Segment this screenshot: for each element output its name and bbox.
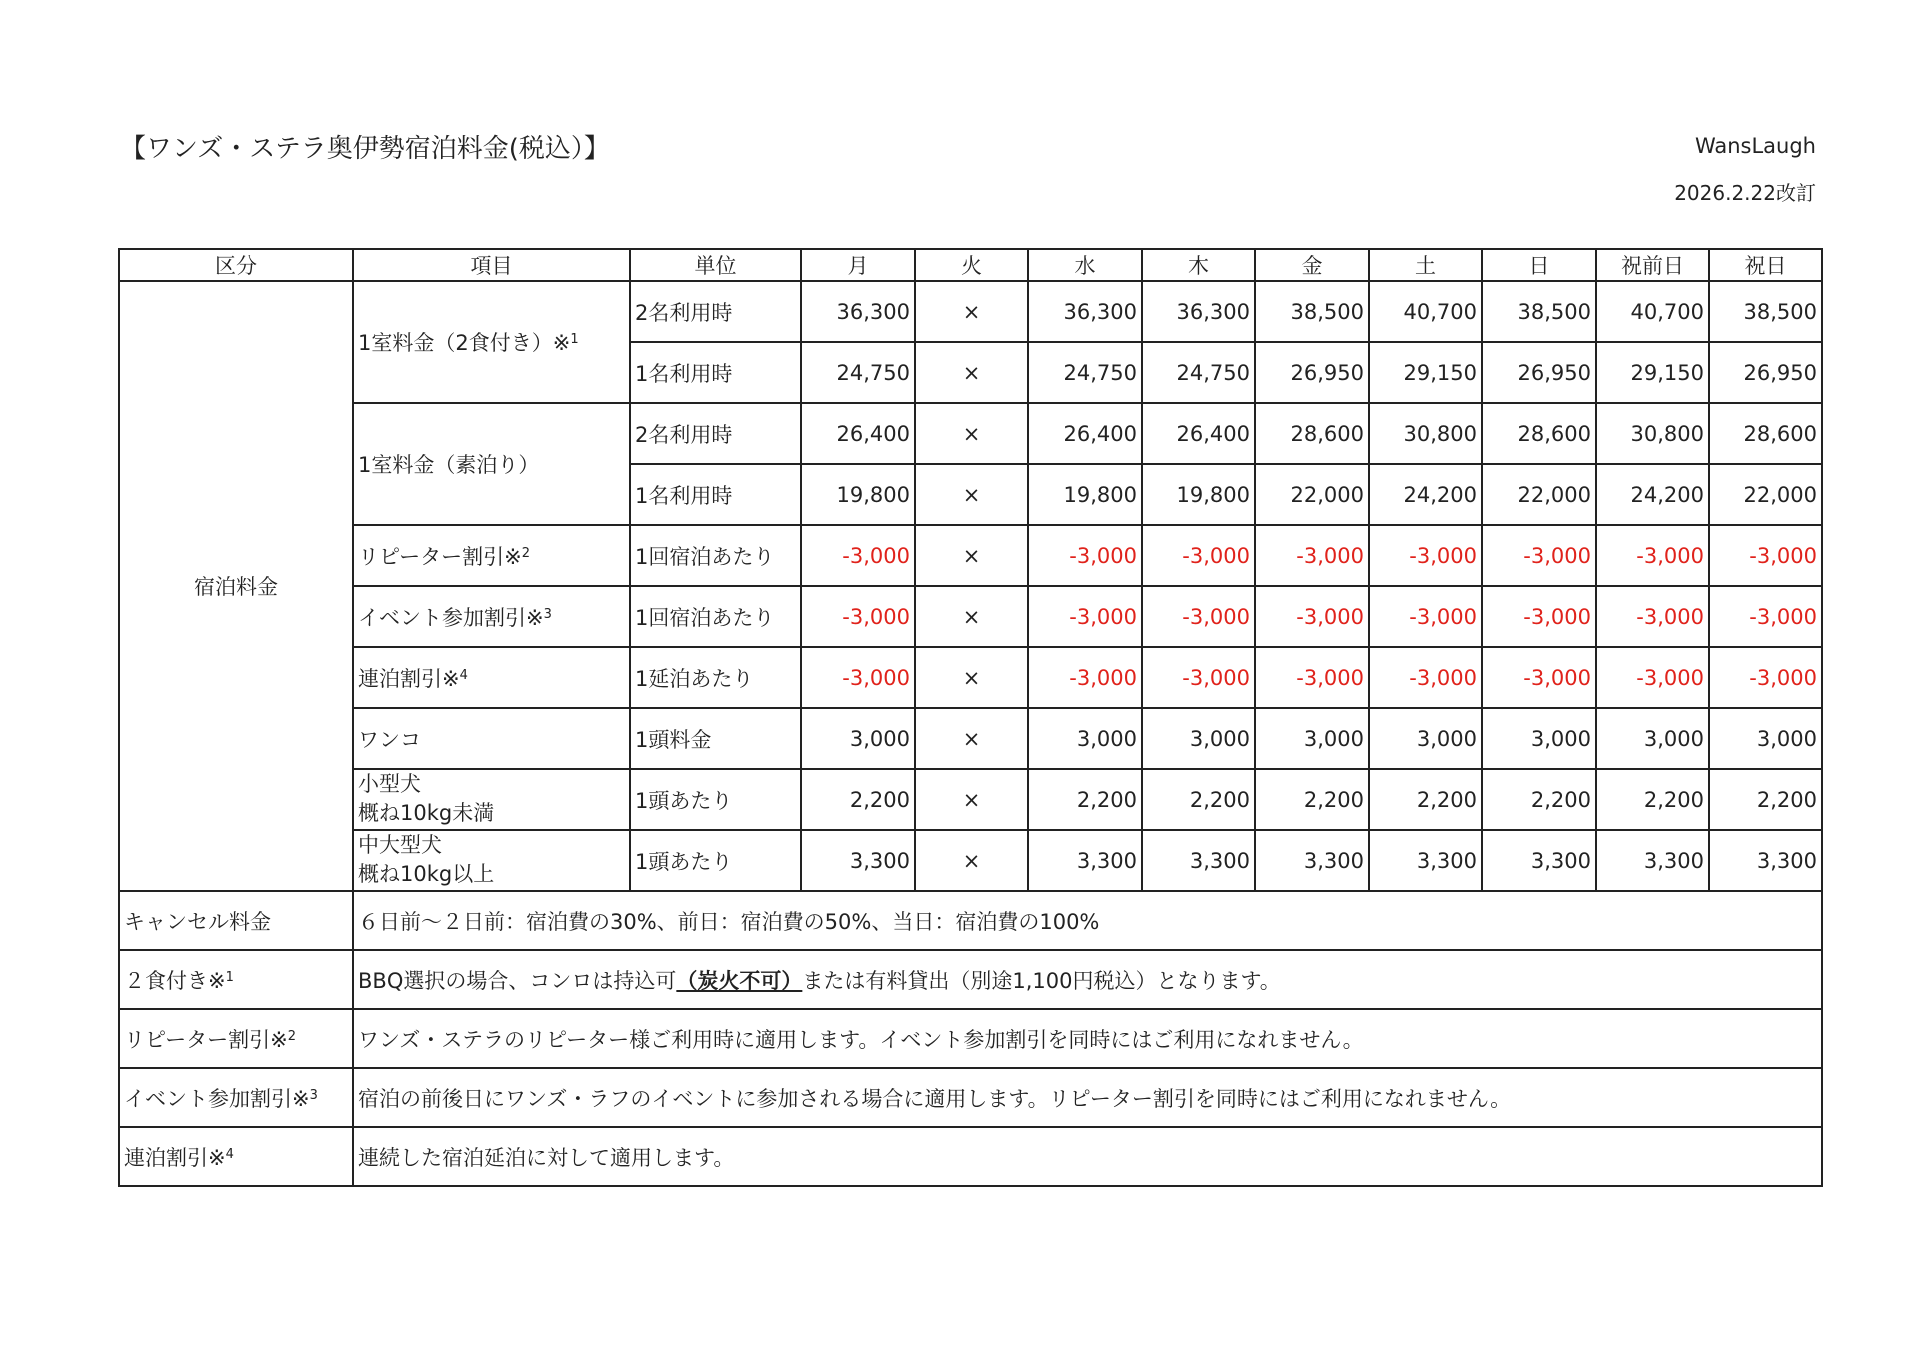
item-label: 中大型犬	[358, 833, 442, 857]
unit-cell: 1回宿泊あたり	[630, 586, 801, 647]
price-cell: 24,200	[1369, 464, 1482, 525]
price-cell-unavailable: ×	[915, 708, 1028, 769]
price-cell: 2,200	[1482, 769, 1596, 830]
footnote-mark: 3	[543, 606, 552, 622]
page-title: 【ワンズ・ステラ奥伊勢宿泊料金(税込）】	[120, 134, 610, 164]
price-cell: -3,000	[1709, 586, 1822, 647]
item-cell	[353, 769, 630, 830]
price-cell: 2,200	[1596, 769, 1709, 830]
price-cell: 40,700	[1596, 281, 1709, 342]
column-header: 区分	[119, 249, 353, 281]
unit-cell: 2名利用時	[630, 403, 801, 464]
item-label: リピーター割引※	[358, 544, 522, 569]
note-text: ６日前～２日前：宿泊費の30%、前日：宿泊費の50%、当日：宿泊費の100%	[353, 891, 1822, 950]
price-cell: 40,700	[1369, 281, 1482, 342]
price-cell: 30,800	[1369, 403, 1482, 464]
item-cell	[353, 525, 630, 586]
price-cell: -3,000	[1142, 525, 1255, 586]
item-label: 1室料金（素泊り）	[358, 453, 540, 477]
price-cell: -3,000	[801, 647, 915, 708]
footnote-mark: 2	[521, 545, 531, 561]
price-cell: -3,000	[1596, 525, 1709, 586]
note-row-consecutive	[119, 1127, 1822, 1186]
price-cell: 3,000	[1709, 708, 1822, 769]
price-cell: -3,000	[1255, 586, 1369, 647]
unit-cell: 2名利用時	[630, 281, 801, 342]
note-text: BBQ選択の場合、コンロは持込可（炭火不可）または有料貸出（別途1,100円税込）となります。	[353, 950, 1822, 1009]
price-cell: -3,000	[1482, 525, 1596, 586]
price-cell: 2,200	[801, 769, 915, 830]
price-cell-unavailable: ×	[915, 769, 1028, 830]
price-cell: 2,200	[1369, 769, 1482, 830]
table-row	[119, 647, 1822, 708]
note-row-meals	[119, 950, 1822, 1009]
company-name: WansLaugh	[1694, 134, 1816, 158]
price-cell: -3,000	[1369, 647, 1482, 708]
price-cell: 3,000	[1142, 708, 1255, 769]
price-cell: -3,000	[1142, 647, 1255, 708]
table-row	[119, 281, 1822, 342]
item-cell	[353, 647, 630, 708]
price-cell: 3,000	[1482, 708, 1596, 769]
note-text: 連続した宿泊延泊に対して適用します。	[353, 1127, 1822, 1186]
unit-cell: 1延泊あたり	[630, 647, 801, 708]
price-cell: 30,800	[1596, 403, 1709, 464]
price-cell: 3,300	[801, 830, 915, 891]
price-cell: 3,000	[1369, 708, 1482, 769]
price-cell: 26,950	[1482, 342, 1596, 403]
footnote-mark: 4	[459, 667, 468, 683]
item-label: 1室料金（2食付き）※	[358, 331, 571, 355]
item-label: 連泊割引※	[358, 666, 460, 691]
price-cell: 3,300	[1596, 830, 1709, 891]
price-cell: 38,500	[1255, 281, 1369, 342]
price-cell-unavailable: ×	[915, 830, 1028, 891]
unit-cell: 1頭料金	[630, 708, 801, 769]
column-header: 土	[1369, 249, 1482, 281]
item-cell	[353, 403, 630, 525]
price-cell: 22,000	[1709, 464, 1822, 525]
price-cell: 28,600	[1709, 403, 1822, 464]
price-cell: -3,000	[1596, 586, 1709, 647]
price-cell: -3,000	[1255, 525, 1369, 586]
price-cell: 2,200	[1255, 769, 1369, 830]
price-cell-unavailable: ×	[915, 647, 1028, 708]
price-cell: -3,000	[1028, 525, 1142, 586]
rate-table	[118, 248, 1823, 1187]
price-cell: 22,000	[1482, 464, 1596, 525]
item-cell	[353, 586, 630, 647]
column-header: 木	[1142, 249, 1255, 281]
item-sublabel: 概ね10kg以上	[358, 862, 495, 886]
column-header: 祝前日	[1596, 249, 1709, 281]
price-cell: 26,950	[1709, 342, 1822, 403]
item-cell	[353, 708, 630, 769]
price-cell: 2,200	[1028, 769, 1142, 830]
price-cell: 38,500	[1709, 281, 1822, 342]
price-cell: 24,200	[1596, 464, 1709, 525]
price-cell: 26,400	[1142, 403, 1255, 464]
unit-cell: 1名利用時	[630, 342, 801, 403]
price-cell-unavailable: ×	[915, 464, 1028, 525]
note-label: キャンセル料金	[119, 891, 353, 950]
price-cell: 28,600	[1255, 403, 1369, 464]
price-cell-unavailable: ×	[915, 281, 1028, 342]
price-cell: 29,150	[1369, 342, 1482, 403]
price-cell: 3,300	[1142, 830, 1255, 891]
item-cell	[353, 281, 630, 403]
price-cell: 24,750	[801, 342, 915, 403]
unit-cell: 1頭あたり	[630, 769, 801, 830]
price-cell: 29,150	[1596, 342, 1709, 403]
price-cell: 3,300	[1709, 830, 1822, 891]
price-cell: 26,400	[801, 403, 915, 464]
item-label: 小型犬	[358, 772, 421, 796]
table-row	[119, 586, 1822, 647]
note-row-event	[119, 1068, 1822, 1127]
column-header: 火	[915, 249, 1028, 281]
price-cell: -3,000	[1482, 647, 1596, 708]
price-cell: -3,000	[801, 525, 915, 586]
price-cell: -3,000	[1028, 586, 1142, 647]
column-header: 単位	[630, 249, 801, 281]
note-label: 連泊割引※$^4$	[119, 1127, 353, 1186]
note-row-repeater	[119, 1009, 1822, 1068]
column-header: 金	[1255, 249, 1369, 281]
price-cell: -3,000	[1369, 586, 1482, 647]
price-cell: -3,000	[1369, 525, 1482, 586]
price-cell: 19,800	[1028, 464, 1142, 525]
table-row	[119, 830, 1822, 891]
note-row-cancel	[119, 891, 1822, 950]
category-cell: 宿泊料金	[119, 281, 353, 891]
price-cell: -3,000	[801, 586, 915, 647]
price-cell: 19,800	[801, 464, 915, 525]
item-cell	[353, 830, 630, 891]
price-cell: -3,000	[1482, 586, 1596, 647]
column-header: 項目	[353, 249, 630, 281]
unit-cell: 1頭あたり	[630, 830, 801, 891]
notes-section	[119, 891, 1822, 1186]
price-cell: -3,000	[1709, 647, 1822, 708]
price-cell: 24,750	[1142, 342, 1255, 403]
item-sublabel: 概ね10kg未満	[358, 801, 495, 825]
price-cell: 2,200	[1709, 769, 1822, 830]
price-cell: 22,000	[1255, 464, 1369, 525]
price-cell: 3,000	[1596, 708, 1709, 769]
table-row	[119, 525, 1822, 586]
price-cell-unavailable: ×	[915, 586, 1028, 647]
rate-table-body	[119, 281, 1822, 891]
table-row	[119, 403, 1822, 464]
column-header: 日	[1482, 249, 1596, 281]
price-cell: 36,300	[801, 281, 915, 342]
price-cell: 3,000	[801, 708, 915, 769]
note-text: 宿泊の前後日にワンズ・ラフのイベントに参加される場合に適用します。リピーター割引を同時にはご利用になれません。	[353, 1068, 1822, 1127]
price-cell: 36,300	[1028, 281, 1142, 342]
price-cell: -3,000	[1255, 647, 1369, 708]
price-cell: 28,600	[1482, 403, 1596, 464]
note-label: イベント参加割引※$^3$	[119, 1068, 353, 1127]
charcoal-warning: （炭火不可）	[676, 968, 803, 993]
price-cell-unavailable: ×	[915, 342, 1028, 403]
price-cell: 3,300	[1255, 830, 1369, 891]
table-header-row	[119, 249, 1822, 281]
item-label: イベント参加割引※	[358, 605, 544, 630]
note-label: リピーター割引※$^2$	[119, 1009, 353, 1068]
price-cell: 19,800	[1142, 464, 1255, 525]
note-text: ワンズ・ステラのリピーター様ご利用時に適用します。イベント参加割引を同時にはご利用になれません。	[353, 1009, 1822, 1068]
price-cell: 24,750	[1028, 342, 1142, 403]
unit-cell: 1名利用時	[630, 464, 801, 525]
price-cell: 3,000	[1028, 708, 1142, 769]
item-label: ワンコ	[358, 727, 421, 752]
column-header: 水	[1028, 249, 1142, 281]
footnote-mark: 1	[570, 332, 579, 347]
table-row	[119, 769, 1822, 830]
price-cell: 3,300	[1369, 830, 1482, 891]
price-cell: 3,300	[1482, 830, 1596, 891]
price-cell-unavailable: ×	[915, 403, 1028, 464]
price-cell: -3,000	[1028, 647, 1142, 708]
note-label: ２食付き※$^1$	[119, 950, 353, 1009]
price-cell: 38,500	[1482, 281, 1596, 342]
table-row	[119, 708, 1822, 769]
price-cell: -3,000	[1142, 586, 1255, 647]
price-cell: 3,000	[1255, 708, 1369, 769]
price-cell: 26,400	[1028, 403, 1142, 464]
price-cell-unavailable: ×	[915, 525, 1028, 586]
price-cell: 26,950	[1255, 342, 1369, 403]
column-header: 祝日	[1709, 249, 1822, 281]
price-cell: 3,300	[1028, 830, 1142, 891]
price-cell: -3,000	[1709, 525, 1822, 586]
unit-cell: 1回宿泊あたり	[630, 525, 801, 586]
price-cell: 36,300	[1142, 281, 1255, 342]
column-header: 月	[801, 249, 915, 281]
price-cell: 2,200	[1142, 769, 1255, 830]
revision-date: 2026.2.22改訂	[1674, 181, 1816, 205]
price-cell: -3,000	[1596, 647, 1709, 708]
